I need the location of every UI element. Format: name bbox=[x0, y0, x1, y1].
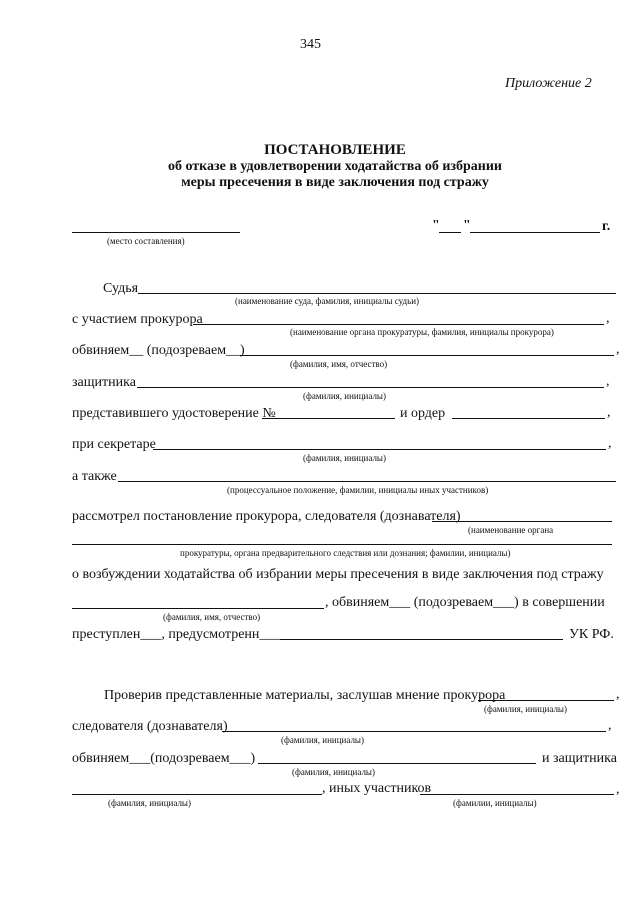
place-line[interactable] bbox=[72, 232, 240, 233]
defender-caption: (фамилия, инициалы) bbox=[303, 391, 386, 401]
document-subtitle-1: об отказе в удовлетворении ходатайства об избрании bbox=[167, 159, 502, 174]
and-defender-label: и защитника bbox=[542, 751, 617, 766]
accused3-label: обвиняем___(подозреваем___) bbox=[72, 751, 256, 766]
other-participants-label: , иных участников bbox=[322, 781, 432, 796]
initiation-text: о возбуждении ходатайства об избрании меры пресечения в виде заключения под стражу bbox=[72, 567, 604, 582]
accused-comma: , bbox=[616, 342, 620, 357]
prosecutor-comma: , bbox=[606, 311, 610, 326]
secretary-caption: (фамилия, инициалы) bbox=[303, 453, 386, 463]
accused3-caption: (фамилия, инициалы) bbox=[292, 767, 375, 777]
secretary-comma: , bbox=[608, 436, 612, 451]
accused2-text: , обвиняем___ (подозреваем___) в совершении bbox=[325, 595, 605, 610]
defender2-line[interactable] bbox=[72, 794, 322, 795]
date-month-line[interactable] bbox=[470, 232, 600, 233]
date-mid-quote: " bbox=[463, 218, 471, 233]
certificate-label: представившего удостоверение № bbox=[72, 406, 276, 421]
judge-line[interactable] bbox=[138, 293, 616, 294]
page-number: 345 bbox=[300, 37, 321, 52]
order-comma: , bbox=[607, 405, 611, 420]
other-participants-comma: , bbox=[616, 782, 620, 797]
investigator-label: следователя (дознавателя) bbox=[72, 719, 228, 734]
checked-line[interactable] bbox=[478, 700, 614, 701]
uk-label: УК РФ. bbox=[569, 627, 614, 642]
organ-line[interactable] bbox=[72, 544, 612, 545]
prosecutor-caption: (наименование органа прокуратуры, фамилия, инициалы прокурора) bbox=[290, 327, 554, 337]
considered-line[interactable] bbox=[432, 521, 612, 522]
accused-caption: (фамилия, имя, отчество) bbox=[290, 359, 388, 369]
defender-line[interactable] bbox=[137, 387, 604, 388]
judge-caption: (наименование суда, фамилия, инициалы судьи) bbox=[235, 296, 420, 306]
fio-line[interactable] bbox=[72, 608, 324, 609]
place-caption: (место составления) bbox=[107, 236, 185, 246]
investigator-line[interactable] bbox=[222, 731, 606, 732]
also-line[interactable] bbox=[118, 481, 616, 482]
document-subtitle-2: меры пресечения в виде заключения под стражу bbox=[181, 175, 489, 190]
investigator-comma: , bbox=[608, 718, 612, 733]
checked-text: Проверив представленные материалы, заслушав мнение прокурора bbox=[104, 688, 506, 703]
secretary-line[interactable] bbox=[153, 449, 606, 450]
last-caption-left: (фамилия, инициалы) bbox=[108, 798, 191, 808]
fio-caption: (фамилия, имя, отчество) bbox=[163, 612, 261, 622]
date-day-line[interactable] bbox=[439, 232, 461, 233]
last-caption-right: (фамилии, инициалы) bbox=[453, 798, 537, 808]
also-caption: (процессуальное положение, фамилии, инициалы иных участников) bbox=[227, 485, 489, 495]
considered-caption: (наименование органа bbox=[468, 525, 554, 535]
secretary-label: при секретаре bbox=[72, 437, 156, 452]
order-label: и ордер bbox=[400, 406, 446, 421]
document-title: ПОСТАНОВЛЕНИЕ bbox=[264, 142, 406, 158]
prosecutor-label: с участием прокурора bbox=[72, 312, 203, 327]
checked-comma: , bbox=[616, 687, 620, 702]
prosecutor-line[interactable] bbox=[193, 324, 604, 325]
organ-caption: прокуратуры, органа предварительного следствия или дознания; фамилии, инициалы) bbox=[180, 548, 511, 558]
crime-line[interactable] bbox=[280, 639, 563, 640]
accused-line[interactable] bbox=[240, 355, 614, 356]
defender-comma: , bbox=[606, 374, 610, 389]
date-open-quote: " bbox=[432, 218, 440, 233]
defender-label: защитника bbox=[72, 375, 136, 390]
checked-caption: (фамилия, инициалы) bbox=[484, 704, 567, 714]
crime-label: преступлен___, предусмотренн___ bbox=[72, 627, 281, 642]
investigator-caption: (фамилия, инициалы) bbox=[281, 735, 364, 745]
date-year-suffix: г. bbox=[602, 219, 611, 234]
also-label: а также bbox=[72, 469, 117, 484]
other-participants-line[interactable] bbox=[420, 794, 614, 795]
certificate-line[interactable] bbox=[262, 418, 395, 419]
considered-label: рассмотрел постановление прокурора, следователя (дознавателя) bbox=[72, 509, 461, 524]
judge-label: Судья bbox=[103, 281, 139, 296]
accused-label: обвиняем__ (подозреваем__) bbox=[72, 343, 245, 358]
order-line[interactable] bbox=[452, 418, 605, 419]
appendix-label: Приложение 2 bbox=[505, 76, 592, 91]
accused3-line[interactable] bbox=[258, 763, 536, 764]
